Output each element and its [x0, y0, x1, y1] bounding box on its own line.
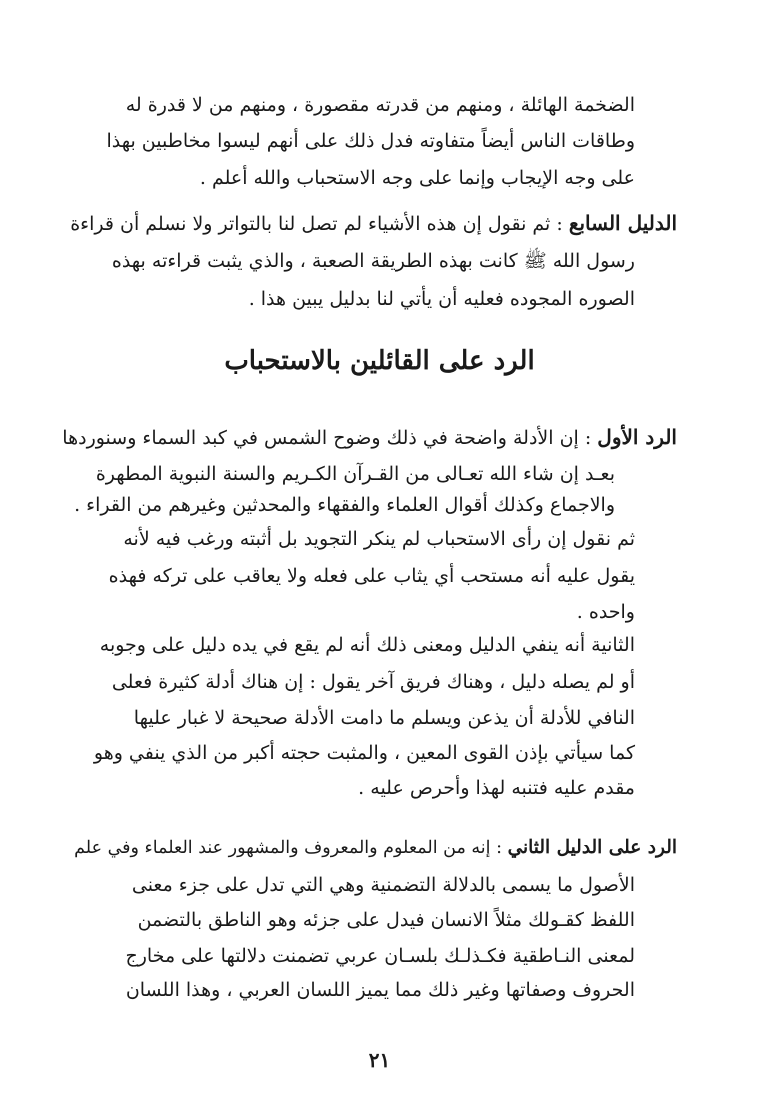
second-reply-first-line: [74, 828, 677, 868]
paragraph-line: الحروف وصفاتها وغير ذلك مما يميز اللسان العربي ، وهذا اللسان: [125, 979, 635, 1001]
paragraph-line: مقدم عليه فتنبه لهذا وأحرص عليه .: [358, 777, 635, 799]
paragraph-line: النافي للأدلة أن يذعن ويسلم ما دامت الأدلة صحيحة لا غبار عليها: [133, 707, 635, 729]
paragraph-line: رسول الله ﷺ كانت بهذه الطريقة الصعبة ، والذي يثبت قراءته بهذه: [111, 250, 635, 272]
paragraph-line: الأصول ما يسمى بالدلالة التضمنية وهي التي تدل على جزء معنى: [131, 874, 635, 896]
paragraph-line: كما سيأتي بإذن القوى المعين ، والمثبت حجته أكبر من الذي ينفي وهو: [93, 742, 635, 764]
paragraph-line: ثم نقول إن رأى الاستحباب لم ينكر التجويد بل أثبته ورغب فيه لأنه: [123, 528, 635, 550]
paragraph-line: اللفظ كقـولك مثلاً الانسان فيدل على جزئه وهو الناطق بالتضمن: [137, 909, 635, 931]
second-reply-text: : إنه من المعلوم والمعروف والمشهور عند العلماء وفي علم: [74, 838, 508, 858]
paragraph-line: لمعنى النـاطقية فكـذلـك بلسـان عربي تضمنت دلالتها على مخارج: [125, 945, 635, 967]
seventh-evidence-first-line: [70, 203, 677, 243]
page-number: ٢١: [368, 1048, 391, 1072]
paragraph-line: على وجه الإيجاب وإنما على وجه الاستحباب والله أعلم .: [199, 167, 635, 189]
paragraph-line: الثانية أنه ينفي الدليل ومعنى ذلك أنه لم يقع في يده دليل على وجوبه: [99, 634, 635, 656]
first-reply-first-line: [62, 417, 677, 457]
seventh-evidence-text: : ثم نقول إن هذه الأشياء لم تصل لنا بالتواتر ولا نسلم أن قراءة: [70, 213, 569, 235]
paragraph-line: الضخمة الهائلة ، ومنهم من قدرته مقصورة ، ومنهم من لا قدرة له: [125, 94, 635, 116]
paragraph-line: بعـد إن شاء الله تعـالى من القـرآن الكـريم والسنة النبوية المطهرة: [95, 463, 615, 485]
seventh-evidence-label: الدليل السابع: [568, 211, 677, 235]
paragraph-line: الصوره المجوده فعليه أن يأتي لنا بدليل يبين هذا .: [248, 288, 635, 310]
paragraph-line: أو لم يصله دليل ، وهناك فريق آخر يقول : إن هناك أدلة كثيرة فعلى: [111, 671, 635, 693]
first-reply-label: الرد الأول: [597, 425, 677, 449]
second-reply-label: الرد على الدليل الثاني: [507, 837, 677, 858]
section-heading: الرد على القائلين بالاستحباب: [224, 346, 535, 376]
paragraph-line: والاجماع وكذلك أقوال العلماء والفقهاء والمحدثين وغيرهم من القراء .: [74, 494, 615, 516]
paragraph-line: يقول عليه أنه مستحب أي يثاب على فعله ولا يعاقب على تركه فهذه: [108, 565, 635, 587]
first-reply-text: : إن الأدلة واضحة في ذلك وضوح الشمس في كبد السماء وسنوردها: [62, 427, 598, 449]
paragraph-line: واحده .: [576, 601, 635, 623]
paragraph-line: وطاقات الناس أيضاً متفاوته فدل ذلك على أنهم ليسوا مخاطبين بهذا: [106, 130, 635, 152]
